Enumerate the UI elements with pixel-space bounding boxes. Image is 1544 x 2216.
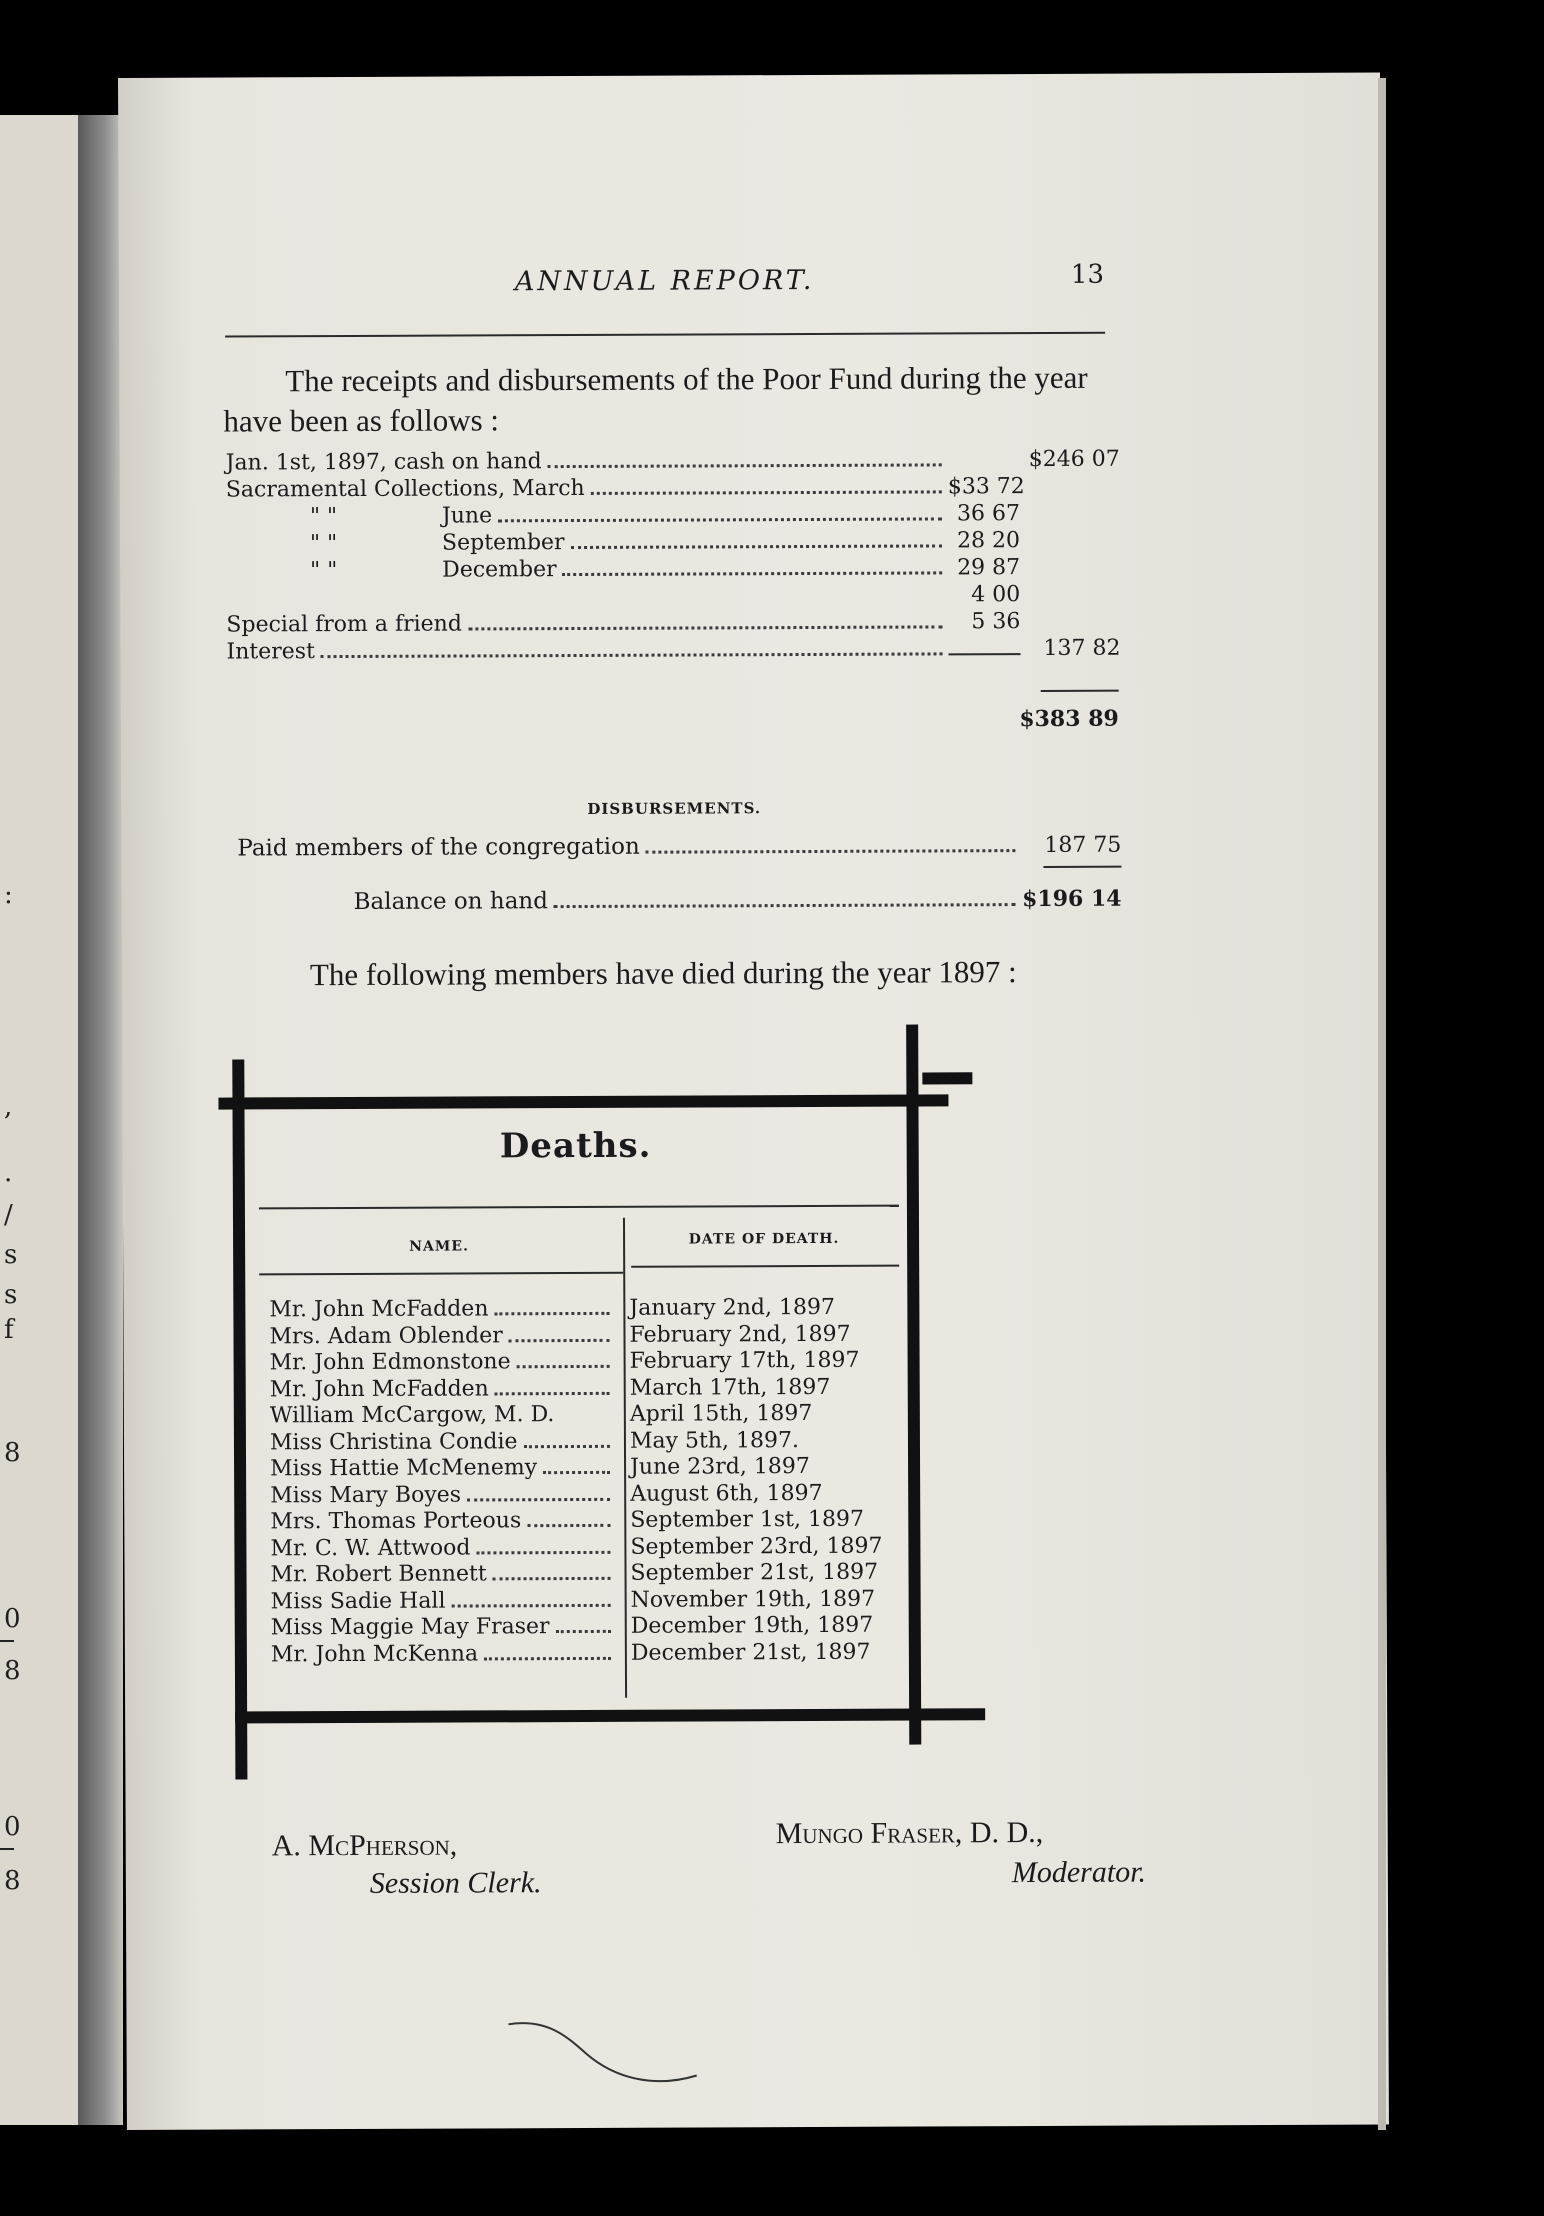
title-rule — [259, 1205, 899, 1210]
book-page — [118, 72, 1389, 2129]
death-name: Mr. Robert Bennett — [270, 1561, 487, 1588]
ledger-item: 36 67 — [956, 501, 1020, 527]
grand-total: $383 89 — [1019, 705, 1119, 733]
death-date: June 23rd, 1897 — [630, 1453, 810, 1480]
dot-leader — [468, 625, 942, 630]
book-gutter — [78, 115, 123, 2125]
margin-fragment: 8 — [4, 1438, 21, 1468]
ledger-label: Interest — [226, 639, 315, 665]
death-name: Miss Maggie May Fraser — [270, 1614, 550, 1641]
ledger-label: Sacramental Collections, March — [225, 475, 585, 503]
death-row — [270, 1348, 900, 1377]
ledger-row — [226, 608, 1120, 639]
ledger-row — [226, 500, 1120, 531]
pencil-mark — [506, 2015, 706, 2096]
margin-fragment: . — [4, 1158, 13, 1188]
death-name: Miss Hattie McMenemy — [270, 1455, 538, 1482]
ledger-label: December — [442, 557, 557, 583]
death-name: Mr. John McKenna — [270, 1640, 479, 1667]
death-name: Mr. John McFadden — [269, 1375, 489, 1402]
deaths-title: Deaths. — [499, 1125, 652, 1167]
ledger-item — [949, 653, 1021, 655]
death-date: May 5th, 1897. — [629, 1427, 800, 1454]
ledger-row — [226, 473, 1120, 504]
box-bottom-bar — [235, 1708, 985, 1723]
death-date: February 17th, 1897 — [629, 1347, 860, 1374]
margin-fragment: / — [4, 1200, 13, 1230]
dot-leader — [548, 463, 942, 468]
margin-fragment: 0 — [4, 1812, 21, 1842]
ditto-marks: " " — [309, 504, 338, 530]
disbursement-row — [237, 832, 1121, 863]
death-row — [270, 1480, 900, 1509]
margin-fragment: 8 — [4, 1866, 21, 1896]
death-date: August 6th, 1897 — [630, 1480, 823, 1507]
margin-fragment: 0 — [4, 1604, 21, 1634]
ledger-spacer — [226, 601, 948, 604]
ledger-label: September — [441, 530, 565, 556]
death-name: Mr. C. W. Attwood — [270, 1534, 471, 1561]
death-date: December 21st, 1897 — [630, 1639, 871, 1666]
death-row — [271, 1586, 901, 1615]
death-name: Mrs. Adam Oblender — [269, 1322, 503, 1349]
death-name: Miss Mary Boyes — [270, 1482, 462, 1508]
sum-rule — [1041, 690, 1119, 692]
running-head: ANNUAL REPORT. — [514, 264, 815, 298]
ledger-row — [226, 581, 1120, 612]
dot-leader — [523, 1444, 609, 1447]
death-date: September 23rd, 1897 — [630, 1533, 883, 1560]
balance-row — [354, 886, 1122, 916]
ditto-marks: " " — [310, 558, 338, 584]
death-name: Mr. John McFadden — [269, 1296, 489, 1323]
margin-fragment: f — [4, 1315, 14, 1345]
death-date: January 2nd, 1897 — [629, 1294, 835, 1321]
death-date: November 19th, 1897 — [630, 1586, 876, 1613]
ledger-row — [226, 554, 1120, 585]
dot-leader — [556, 1630, 611, 1633]
ledger-item: $33 72 — [947, 474, 1025, 500]
sum-rule — [1043, 866, 1121, 868]
dot-leader — [646, 849, 1016, 854]
death-row — [271, 1639, 901, 1668]
page-edge — [1378, 78, 1386, 2130]
ledger-item: 28 20 — [956, 528, 1021, 554]
header-rule — [225, 332, 1105, 338]
dot-leader — [467, 1497, 610, 1501]
header-rule-left — [259, 1272, 623, 1276]
dot-leader — [554, 903, 1016, 908]
header-rule-right — [631, 1265, 899, 1268]
balance-label: Balance on hand — [353, 888, 548, 915]
deaths-box — [218, 1024, 1011, 1787]
death-row — [269, 1321, 899, 1350]
margin-fragment: s — [4, 1240, 18, 1270]
ledger-item: 29 87 — [957, 555, 1021, 581]
ledger-label: June — [441, 503, 493, 529]
dot-leader — [509, 1338, 610, 1341]
death-name: Mrs. Thomas Porteous — [270, 1508, 522, 1535]
ledger-item: 4 00 — [971, 582, 1021, 608]
margin-fragment: : — [4, 880, 13, 910]
death-row — [270, 1374, 900, 1403]
margin-fragment: , — [4, 1092, 13, 1122]
death-date: December 19th, 1897 — [630, 1612, 874, 1639]
ledger-label: Special from a friend — [226, 611, 462, 638]
death-name: Miss Christina Condie — [269, 1428, 518, 1455]
dot-leader — [476, 1550, 610, 1554]
dot-leader — [495, 1391, 610, 1395]
dot-leader — [452, 1603, 611, 1607]
dot-leader — [484, 1656, 611, 1660]
deaths-list — [269, 1295, 901, 1669]
box-right-bar — [906, 1025, 921, 1745]
col-header-date: DATE OF DEATH. — [688, 1230, 840, 1248]
dot-leader — [493, 1577, 611, 1581]
page-number: 13 — [1070, 259, 1105, 290]
dot-leader — [543, 1471, 610, 1474]
ledger-row — [226, 527, 1120, 558]
ledger-label: Jan. 1st, 1897, cash on hand — [225, 449, 542, 476]
poor-fund-intro: The receipts and disbursements of the Poor Fund during the year have been as follows : — [223, 359, 1088, 439]
dot-leader — [498, 517, 942, 522]
moderator-name: Mungo Fraser, D. D., — [775, 1815, 1044, 1851]
death-name: William McCargow, M. D. — [269, 1402, 555, 1429]
death-date: February 2nd, 1897 — [629, 1321, 851, 1348]
disbursements-heading: DISBURSEMENTS. — [587, 799, 762, 818]
death-date: September 1st, 1897 — [630, 1506, 864, 1533]
balance-amount: $196 14 — [1022, 885, 1122, 913]
ledger-row — [226, 635, 1120, 666]
dot-leader — [527, 1524, 610, 1527]
death-row — [270, 1427, 900, 1456]
ledger-total: $246 07 — [1028, 446, 1120, 473]
death-row — [269, 1295, 899, 1324]
death-row — [270, 1533, 900, 1562]
moderator-title: Moderator. — [1011, 1855, 1147, 1890]
session-clerk-title: Session Clerk. — [369, 1866, 542, 1900]
death-row — [270, 1507, 900, 1536]
dot-leader — [563, 571, 943, 576]
dot-leader — [494, 1312, 609, 1316]
death-date: March 17th, 1897 — [629, 1374, 831, 1401]
death-row — [270, 1401, 900, 1430]
death-name: Mr. John Edmonstone — [269, 1349, 511, 1376]
ditto-marks: " " — [309, 531, 338, 557]
col-header-name: NAME. — [409, 1238, 469, 1255]
death-row — [271, 1613, 901, 1642]
death-date: April 15th, 1897 — [629, 1400, 813, 1427]
death-row — [270, 1560, 900, 1589]
margin-rule — [0, 1848, 14, 1850]
margin-rule — [0, 1640, 14, 1642]
box-top-bar — [218, 1094, 948, 1109]
death-date: September 21st, 1897 — [630, 1559, 879, 1586]
session-clerk-name: A. McPherson, — [271, 1828, 458, 1863]
dot-leader — [591, 490, 942, 495]
deaths-intro: The following members have died during the year 1897 : — [309, 954, 1017, 993]
dot-leader — [517, 1365, 610, 1368]
dot-leader — [321, 652, 943, 658]
receipts-ledger — [225, 446, 1121, 733]
death-row — [270, 1454, 900, 1483]
ledger-total: 137 82 — [1043, 635, 1121, 661]
ledger-item: 5 36 — [971, 609, 1021, 635]
margin-fragment: 8 — [4, 1656, 21, 1686]
disbursement-amount: 187 75 — [1044, 832, 1122, 858]
margin-fragment: s — [4, 1280, 18, 1310]
disbursement-label: Paid members of the congregation — [237, 833, 640, 862]
death-name: Miss Sadie Hall — [270, 1588, 446, 1614]
dot-leader — [571, 544, 942, 549]
ledger-row — [226, 446, 1120, 477]
box-top-tab — [922, 1072, 972, 1084]
